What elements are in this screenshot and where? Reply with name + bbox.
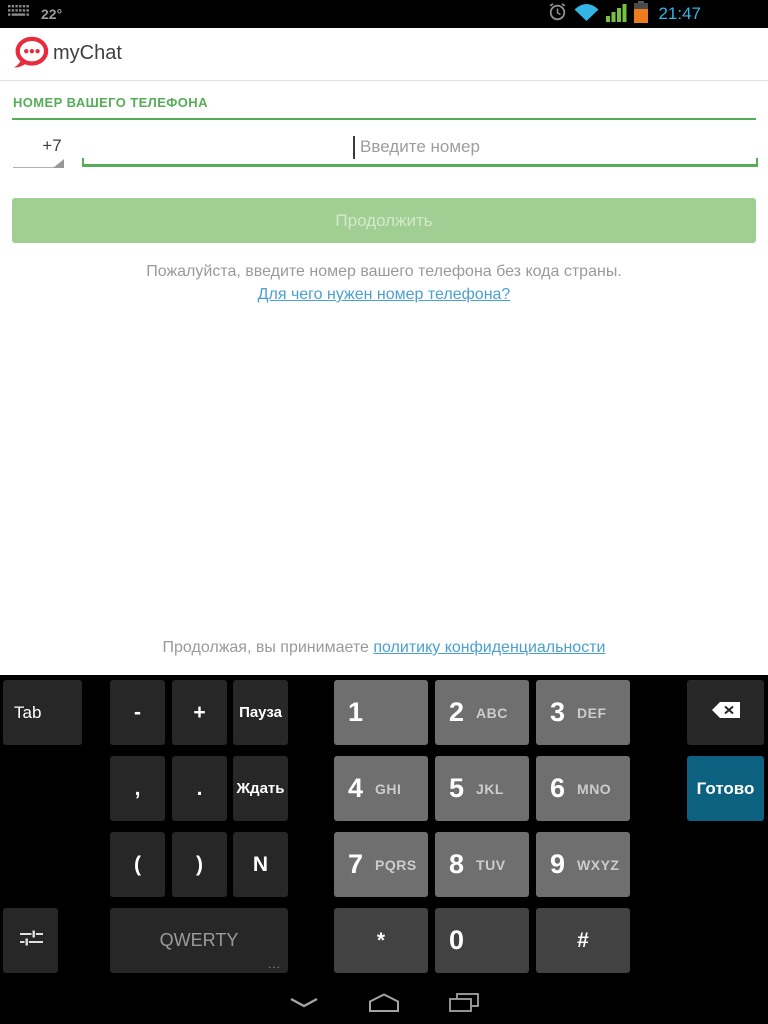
app-header bbox=[0, 28, 768, 81]
signal-icon bbox=[606, 2, 628, 27]
key-3[interactable]: 3 DEF bbox=[536, 680, 630, 745]
section-divider bbox=[12, 118, 756, 120]
phone-number-input[interactable] bbox=[82, 130, 758, 168]
key-backspace[interactable] bbox=[687, 680, 764, 745]
consent-prefix: Продолжая, вы принимаете bbox=[162, 639, 374, 656]
backspace-icon bbox=[711, 701, 741, 724]
key-5[interactable]: 5 JKL bbox=[435, 756, 529, 821]
key-close-paren[interactable]: ) bbox=[172, 832, 227, 897]
country-code-spinner[interactable] bbox=[12, 130, 78, 168]
continue-button[interactable]: Продолжить bbox=[12, 198, 756, 243]
key-star[interactable]: * bbox=[334, 908, 428, 973]
phone-hint-text: Пожалуйста, введите номер вашего телефона без кода страны. bbox=[146, 263, 622, 280]
battery-icon bbox=[634, 1, 648, 28]
chevron-down-icon bbox=[289, 996, 319, 1014]
phone-section-label: НОМЕР ВАШЕГО ТЕЛЕФОНА bbox=[13, 95, 208, 110]
key-1[interactable]: 1 bbox=[334, 680, 428, 745]
input-underline bbox=[82, 164, 758, 167]
key-pause[interactable]: Пауза bbox=[233, 680, 288, 745]
hide-keyboard-button[interactable] bbox=[274, 985, 334, 1024]
key-plus[interactable]: + bbox=[172, 680, 227, 745]
why-phone-link[interactable]: Для чего нужен номер телефона? bbox=[257, 286, 511, 303]
key-comma[interactable]: , bbox=[110, 756, 165, 821]
on-screen-keyboard bbox=[0, 675, 768, 985]
alarm-icon bbox=[548, 2, 567, 26]
key-period[interactable]: . bbox=[172, 756, 227, 821]
key-8[interactable]: 8 TUV bbox=[435, 832, 529, 897]
temperature-indicator: 22° bbox=[41, 6, 63, 22]
recent-apps-button[interactable] bbox=[434, 985, 494, 1024]
spinner-dropdown-arrow-icon bbox=[53, 159, 64, 168]
key-wait[interactable]: Ждать bbox=[233, 756, 288, 821]
wifi-icon bbox=[573, 2, 600, 27]
app-title: myChat bbox=[53, 42, 122, 64]
key-letter-n[interactable]: N bbox=[233, 832, 288, 897]
mychat-logo-icon bbox=[11, 36, 49, 77]
clock: 21:47 bbox=[658, 4, 701, 23]
settings-sliders-icon bbox=[19, 928, 43, 953]
key-done[interactable]: Готово bbox=[687, 756, 764, 821]
key-hash[interactable]: # bbox=[536, 908, 630, 973]
key-2[interactable]: 2 ABC bbox=[435, 680, 529, 745]
key-input-options[interactable] bbox=[3, 908, 58, 973]
system-navigation-bar bbox=[0, 985, 768, 1024]
recent-apps-icon bbox=[449, 993, 479, 1017]
privacy-policy-link[interactable]: политику конфиденциальности bbox=[373, 639, 606, 656]
country-code-value: +7 bbox=[42, 136, 62, 155]
key-7[interactable]: 7 PQRS bbox=[334, 832, 428, 897]
keyboard-status-icon bbox=[8, 5, 29, 24]
key-qwerty-switch[interactable]: QWERTY ... bbox=[110, 908, 288, 973]
key-0[interactable]: 0 bbox=[435, 908, 529, 973]
key-open-paren[interactable]: ( bbox=[110, 832, 165, 897]
home-button[interactable] bbox=[354, 985, 414, 1024]
why-phone-link-row bbox=[0, 286, 768, 304]
more-options-dots: ... bbox=[267, 957, 281, 971]
home-icon bbox=[367, 993, 401, 1017]
key-minus[interactable]: - bbox=[110, 680, 165, 745]
key-tab[interactable]: Tab bbox=[3, 680, 82, 745]
key-4[interactable]: 4 GHI bbox=[334, 756, 428, 821]
consent-line bbox=[0, 639, 768, 657]
status-bar bbox=[0, 0, 768, 28]
phone-input-placeholder: Введите номер bbox=[360, 137, 480, 156]
key-6[interactable]: 6 MNO bbox=[536, 756, 630, 821]
key-9[interactable]: 9 WXYZ bbox=[536, 832, 630, 897]
